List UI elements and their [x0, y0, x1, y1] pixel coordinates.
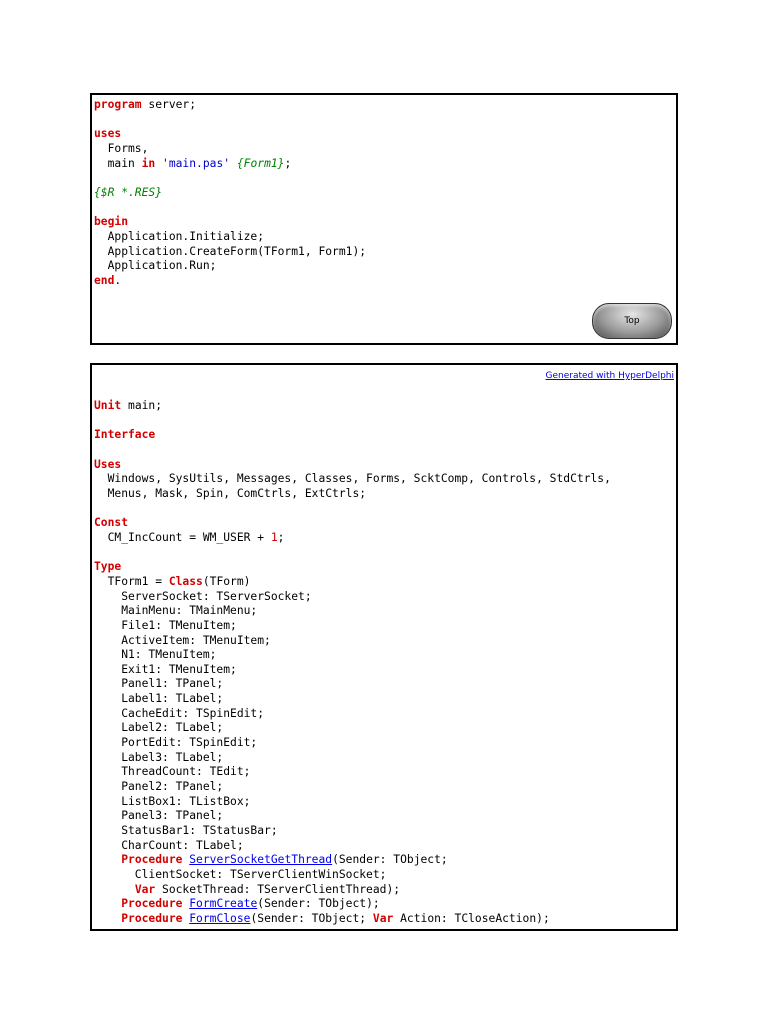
code-line	[94, 171, 366, 186]
code-token: Application.Initialize;	[94, 229, 265, 243]
code-token: {$R *.RES}	[94, 185, 163, 199]
code-line	[94, 575, 611, 590]
program-source-panel	[90, 93, 678, 345]
code-token: Label3: TLabel;	[94, 750, 224, 764]
code-token: (Sender: TObject);	[257, 897, 380, 911]
code-token: PortEdit: TSpinEdit;	[94, 736, 258, 750]
keyword: in	[141, 156, 156, 170]
code-token: (TForm)	[202, 574, 251, 588]
code-token: SocketThread: TServerClientThread);	[155, 882, 401, 896]
top-button-label: Top	[624, 316, 640, 326]
code-line	[94, 259, 366, 274]
code-token	[230, 157, 237, 170]
code-line	[94, 487, 611, 502]
code-line	[94, 516, 611, 531]
code-line	[94, 707, 611, 722]
keyword: Unit	[94, 399, 122, 412]
code-line	[94, 142, 366, 157]
code-line	[94, 868, 611, 883]
code-line	[94, 428, 611, 443]
code-token: File1: TMenuItem;	[94, 618, 237, 632]
code-line	[94, 560, 611, 575]
code-token: CharCount: TLabel;	[94, 838, 244, 852]
code-line	[94, 897, 611, 912]
code-token: (Sender: TObject;	[332, 853, 448, 867]
code-line	[94, 692, 611, 707]
code-line	[94, 853, 611, 868]
code-line	[94, 399, 611, 414]
code-token: Windows, SysUtils, Messages, Classes, Forms, ScktComp, Controls, StdCtrls,	[94, 472, 611, 486]
keyword: uses	[94, 127, 122, 141]
code-token	[94, 897, 121, 910]
code-token: 1	[270, 530, 278, 544]
code-token: CacheEdit: TSpinEdit;	[94, 706, 265, 720]
code-token	[94, 883, 135, 896]
code-line	[94, 751, 611, 766]
keyword: Const	[94, 516, 129, 530]
code-token: ClientSocket: TServerClientWinSocket;	[94, 868, 387, 881]
code-token: ServerSocket: TServerSocket;	[94, 589, 312, 603]
program-source-code	[94, 98, 366, 289]
keyword: Var	[134, 882, 156, 896]
code-token: TForm1 =	[94, 574, 169, 588]
code-line	[94, 634, 611, 649]
code-token: Exit1: TMenuItem;	[94, 662, 237, 676]
code-token: Panel2: TPanel;	[94, 780, 224, 794]
keyword: Uses	[94, 457, 122, 471]
code-line	[94, 765, 611, 780]
generated-with-link[interactable]: Generated with HyperDelphi	[545, 371, 674, 381]
code-token: ListBox1: TListBox;	[94, 794, 251, 808]
code-token: main	[94, 156, 142, 170]
code-line	[94, 113, 366, 128]
code-token: Forms,	[94, 141, 149, 155]
keyword: Type	[94, 560, 122, 574]
code-line	[94, 157, 366, 172]
code-token: Label1: TLabel;	[94, 692, 224, 706]
keyword: Class	[168, 574, 203, 588]
code-line	[94, 502, 611, 517]
code-line	[94, 274, 366, 289]
code-line	[94, 795, 611, 810]
code-line	[94, 590, 611, 605]
code-token: ThreadCount: TEdit;	[94, 765, 251, 779]
code-token: Label2: TLabel;	[94, 721, 224, 735]
top-button[interactable]	[592, 303, 672, 339]
code-line	[94, 414, 611, 429]
code-line	[94, 677, 611, 692]
code-token: .	[114, 273, 122, 287]
code-token: ;	[277, 530, 285, 544]
keyword: program	[94, 98, 142, 111]
code-line	[94, 531, 611, 546]
code-line	[94, 215, 366, 230]
code-token: Application.Run;	[94, 259, 217, 273]
keyword: begin	[94, 215, 129, 229]
code-token: ActiveItem: TMenuItem;	[94, 633, 271, 647]
code-line	[94, 619, 611, 634]
procedure-link[interactable]: FormClose	[189, 911, 251, 925]
code-token: Application.CreateForm(TForm1, Form1);	[94, 244, 367, 258]
code-line	[94, 824, 611, 839]
code-token: Menus, Mask, Spin, ComCtrls, ExtCtrls;	[94, 486, 367, 500]
code-line	[94, 809, 611, 824]
procedure-link[interactable]: FormCreate	[189, 897, 258, 911]
code-line	[94, 458, 611, 473]
code-line	[94, 98, 366, 113]
code-line	[94, 546, 611, 561]
code-token	[94, 853, 121, 866]
code-token: 'main.pas'	[162, 156, 231, 170]
keyword: Procedure	[121, 853, 183, 867]
unit-source-code	[94, 399, 611, 927]
code-token: main;	[121, 399, 163, 412]
keyword: Interface	[94, 428, 156, 442]
code-token: ;	[284, 156, 292, 170]
code-token	[94, 912, 121, 925]
unit-source-panel	[90, 363, 678, 931]
code-line	[94, 736, 611, 751]
keyword: Procedure	[121, 911, 183, 925]
code-line	[94, 663, 611, 678]
code-token: Action: TCloseAction);	[393, 911, 550, 925]
code-token: MainMenu: TMainMenu;	[94, 604, 258, 618]
code-token: Panel3: TPanel;	[94, 809, 224, 823]
code-line	[94, 443, 611, 458]
code-line	[94, 648, 611, 663]
code-token: {Form1}	[236, 156, 285, 170]
code-token: CM_IncCount = WM_USER +	[94, 530, 271, 544]
code-token: N1: TMenuItem;	[94, 648, 217, 662]
code-token	[155, 157, 162, 170]
code-line	[94, 839, 611, 854]
code-token: (Sender: TObject;	[250, 911, 373, 925]
code-token: Panel1: TPanel;	[94, 677, 224, 691]
code-token: StatusBar1: TStatusBar;	[94, 824, 278, 838]
code-line	[94, 780, 611, 795]
code-line	[94, 721, 611, 736]
code-line	[94, 883, 611, 898]
code-line	[94, 127, 366, 142]
code-token: server;	[141, 98, 197, 111]
code-line	[94, 472, 611, 487]
code-line	[94, 912, 611, 927]
code-line	[94, 245, 366, 260]
keyword: Procedure	[121, 897, 183, 911]
procedure-link[interactable]: ServerSocketGetThread	[189, 853, 333, 867]
keyword: end	[94, 273, 115, 287]
code-line	[94, 604, 611, 619]
code-line	[94, 186, 366, 201]
code-line	[94, 230, 366, 245]
code-line	[94, 201, 366, 216]
keyword: Var	[372, 911, 394, 925]
